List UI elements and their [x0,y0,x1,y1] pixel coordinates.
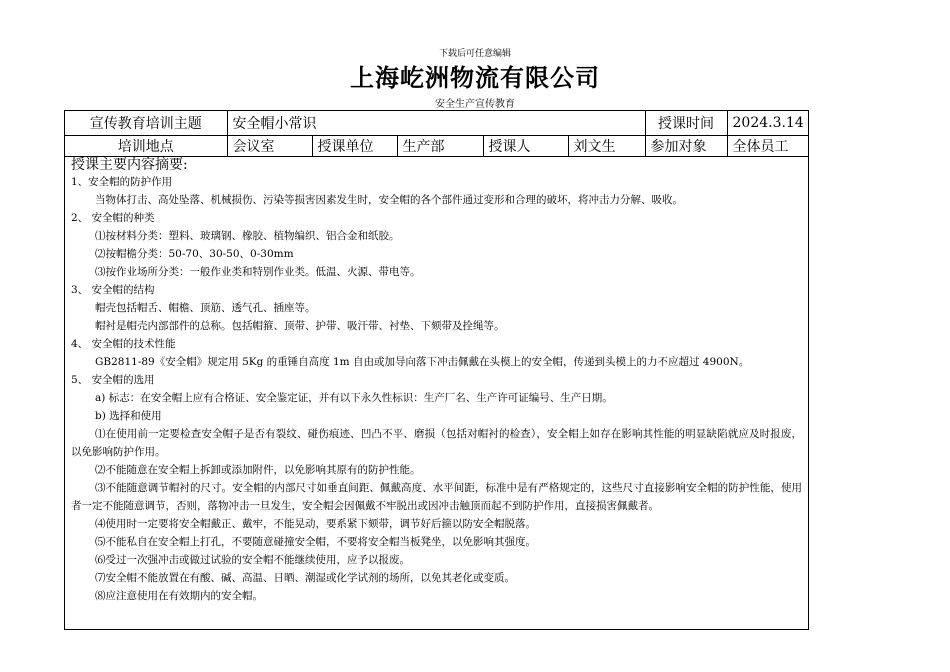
teacher-label: 授课人 [483,136,568,157]
section-5-rule-2: ⑵不能随意在安全帽上拆卸或添加附件，以免影响其原有的防护性能。 [95,464,421,476]
audience-label: 参加对象 [645,136,727,157]
place-label: 培训地点 [65,136,227,157]
teacher-value: 刘文生 [568,136,645,157]
section-5-rule-6: ⑹受过一次强冲击或做过试验的安全帽不能继续使用，应予以报废。 [95,554,410,566]
unit-value: 生产部 [397,136,483,157]
training-record-form [64,110,809,630]
topic-value: 安全帽小常识 [227,111,645,136]
section-5-item-a: a) 标志：在安全帽上应有合格证、安全鉴定证，并有以下永久性标识：生产厂名、生产许可证编号、生产日期。 [95,392,613,404]
section-1-title: 1、安全帽的防护作用 [71,176,173,188]
section-3-item-1: 帽壳包括帽舌、帽檐、顶筋、透气孔、插座等。 [95,302,316,314]
section-5-rule-5: ⑸不能私自在安全帽上打孔，不要随意碰撞安全帽，不要将安全帽当板凳坐，以免影响其强度。 [95,536,536,548]
topic-label: 宣传教育培训主题 [65,111,227,136]
section-5-title: 5、 安全帽的选用 [71,374,155,386]
info-row-topic [65,111,808,136]
section-2-item-1: ⑴按材料分类：塑料、玻璃钢、橡胶、植物编织、铝合金和纸胶。 [95,230,400,242]
rule-3-text: ⑶不能随意调节帽衬的尺寸。安全帽的内部尺寸如垂直间距、佩戴高度、水平间距，标准中是有严格规定的，这些尺寸直接影响安全帽的防护性能，使用者一定不能随意调节，否则，落物冲击一旦发生，安全帽会因佩戴不牢脱出或因冲击触顶而起不到防护作用，直接损害佩戴者。 [71,482,802,512]
document-subtitle: 安全生产宣传教育 [435,99,515,110]
section-2-title: 2、 安全帽的种类 [71,212,155,224]
unit-label: 授课单位 [312,136,397,157]
section-4-paragraph: GB2811-89《安全帽》规定用 5Kg 的重锤自高度 1m 自由或加导向落下冲击佩戴在头模上的安全帽，传递到头模上的力不应超过 4900N。 [95,356,750,368]
section-5-rule-3 [65,479,808,515]
section-3-item-2: 帽衬是帽壳内部部件的总称。包括帽箍、顶带、护带、吸汗带、衬垫、下颏带及拴绳等。 [95,320,505,332]
time-value: 2024.3.14 [727,111,808,136]
section-5-rule-4: ⑷使用时一定要将安全帽戴正、戴牢，不能晃动，要系紧下颏带，调节好后箍以防安全帽脱落。 [95,518,536,530]
info-table [65,111,808,157]
rule-1-text: ⑴在使用前一定要检查安全帽子是否有裂纹、碰伤痕迹、凹凸不平、磨损（包括对帽衬的检查），安全帽上如存在影响其性能的明显缺陷就应及时报废，以免影响防护作用。 [71,428,802,458]
summary-heading: 授课主要内容摘要: [71,157,188,173]
section-5-rule-1 [65,425,808,461]
section-2-item-2: ⑵按帽檐分类：50-70、30-50、0-30mm [95,248,294,260]
time-label: 授课时间 [645,111,727,136]
company-title: 上海屹洲物流有限公司 [350,64,600,92]
section-5-item-b: b) 选择和使用 [95,410,162,422]
section-2-item-3: ⑶按作业场所分类：一般作业类和特别作业类。低温、火源、带电等。 [95,266,421,278]
place-value: 会议室 [227,136,312,157]
audience-value: 全体员工 [727,136,808,157]
header-note: 下载后可任意编辑 [438,49,511,59]
section-4-title: 4、 安全帽的技术性能 [71,338,176,350]
section-3-title: 3、 安全帽的结构 [71,284,155,296]
info-row-details [65,136,808,157]
section-1-paragraph: 当物体打击、高处坠落、机械损伤、污染等损害因素发生时，安全帽的各个部件通过变形和合理的破坏，将冲击力分解、吸收。 [95,194,683,206]
section-5-rule-7: ⑺安全帽不能放置在有酸、碱、高温、日晒、潮湿或化学试剂的场所，以免其老化或变质。 [95,572,515,584]
section-5-rule-8: ⑻应注意使用在有效期内的安全帽。 [95,590,263,602]
summary-content [65,157,808,605]
